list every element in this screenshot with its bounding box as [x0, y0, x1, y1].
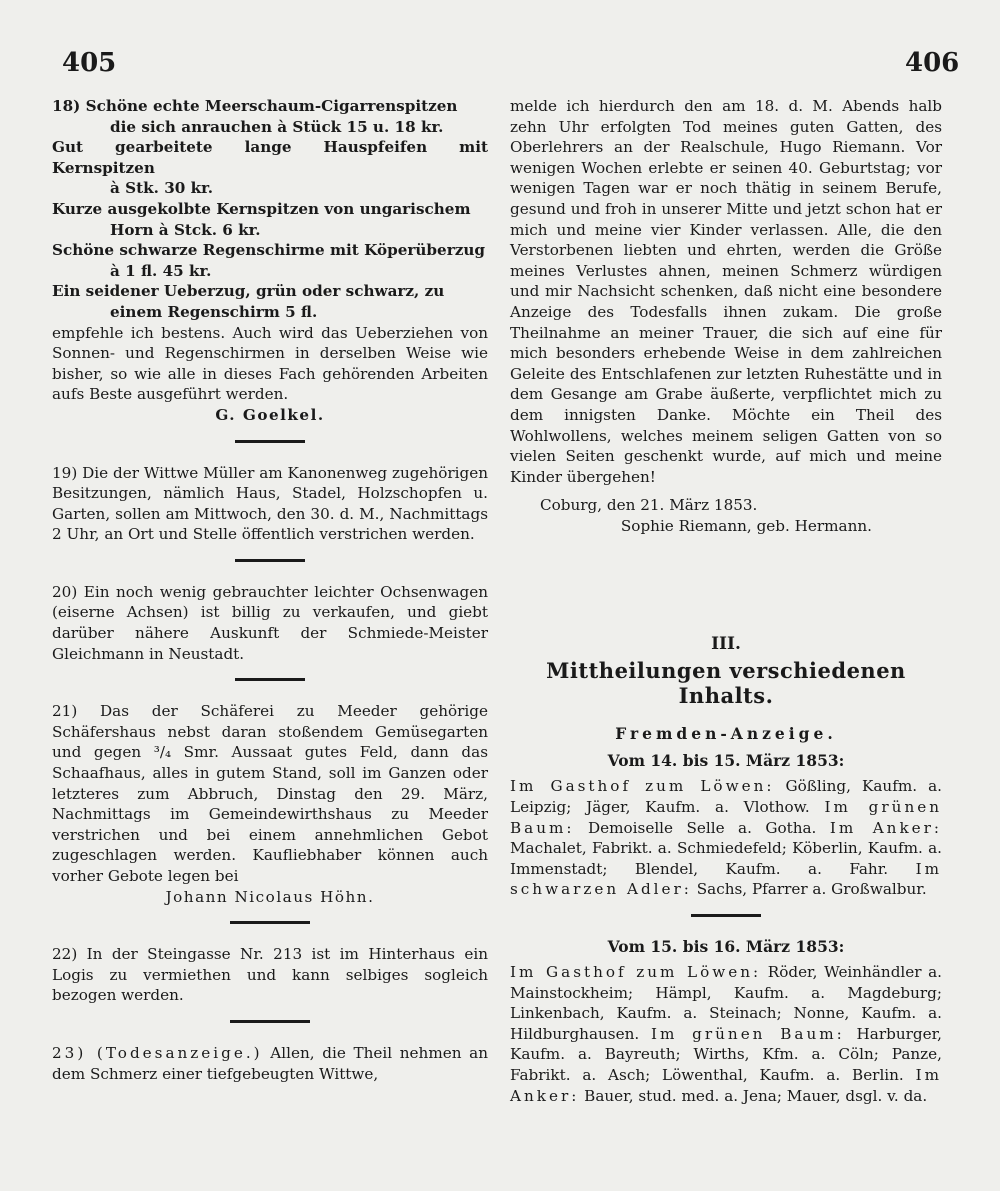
ad-18-line: die sich anrauchen à Stück 15 u. 18 kr. [110, 117, 444, 136]
section-title: Mittheilungen verschiedenen Inhalts. [546, 658, 906, 709]
ad-19 [52, 463, 488, 545]
ad-23 [52, 1043, 488, 1084]
separator-rule [235, 559, 305, 562]
guest-list-2 [510, 962, 942, 1106]
inn-heading: Im grünen Baum: [510, 798, 943, 837]
separator-rule [235, 678, 305, 681]
separator-rule [230, 921, 310, 924]
place-date: Coburg, den 21. März 1853. [540, 496, 758, 515]
date-heading: Vom 14. bis 15. März 1853: [607, 751, 845, 771]
ad-18-line: Ein seidener Ueberzug, grün oder schwarz, zu [52, 282, 445, 301]
right-column [510, 96, 942, 1106]
page-number-left: 405 [62, 48, 117, 78]
ad-18-line: Kurze ausgekolbte Kernspitzen von ungarischem [52, 199, 471, 218]
ad-18-line: à Stk. 30 kr. [110, 179, 214, 198]
guest-list-1 [510, 776, 942, 900]
ad-18-line: à 1 fl. 45 kr. [110, 261, 212, 280]
ad-18-line: 18) Schöne echte Meerschaum-Cigarrenspitzen [52, 97, 458, 115]
guest-entries: Sachs, Pfarrer a. Großwalbur. [696, 880, 927, 899]
ad-18-line: Horn à Stck. 6 kr. [110, 220, 261, 239]
ad-23-text: Allen, die Theil nehmen an dem Schmerz einer tiefgebeugten Wittwe, [52, 1043, 488, 1083]
guest-entries: Gößling, Kaufm. a. Leipzig; Jäger, Kaufm. a. Vlothow. [510, 777, 942, 817]
ad-18-line: Gut gearbeitete lange Hauspfeifen mit Kernspitzen [52, 138, 488, 177]
separator-rule [691, 914, 761, 917]
ad-20-text: 20) Ein noch wenig gebrauchter leichter Ochsenwagen (eiserne Achsen) ist billig zu verkaufen, und giebt darüber nähere Auskunft der Schmiede-Meister Gleichmann in Neustadt. [52, 582, 488, 663]
guest-entries: Harburger, Kaufm. a. Bayreuth; Wirths, Kfm. a. Cöln; Panze, Fabrikt. a. Asch; Löwenthal, Kaufm. a. Berlin. [510, 1024, 942, 1084]
inn-heading: Im Gasthof zum Löwen: [510, 777, 775, 796]
ad-18-line: einem Regenschirm 5 fl. [110, 302, 318, 321]
ad-18 [52, 96, 488, 426]
separator-rule [235, 440, 305, 443]
section-subtitle: Fremden-Anzeige. [615, 724, 837, 744]
ad-18-line: Schöne schwarze Regenschirme mit Köperüberzug [52, 241, 485, 260]
separator-rule [230, 1020, 310, 1023]
inn-heading: Im grünen Baum: [650, 1024, 845, 1043]
ad-19-text: 19) Die der Wittwe Müller am Kanonenweg zugehörigen Besitzungen, nämlich Haus, Stadel, Holzschopfen u. Garten, sollen am Mittwoch, den 30. d. M., Nachmittags 2 Uhr, an Ort und Stelle öffentlich verstrichen werden. [52, 463, 488, 544]
ad-21-signature: Johann Nicolaus Höhn. [165, 887, 375, 906]
ad-22-text: 22) In der Steingasse Nr. 213 ist im Hinterhaus ein Logis zu vermiethen und kann selbiges sogleich bezogen werden. [52, 945, 488, 1005]
inn-heading: Im schwarzen Adler: [510, 859, 942, 899]
page-number-right: 406 [905, 48, 960, 78]
ad-23-continuation [510, 96, 942, 536]
guest-entries: Röder, Weinhändler a. Mainstockheim; Hämpl, Kaufm. a. Magdeburg; Linkenbach, Kaufm. a. Steinach; Nonne, Kaufm. a. Hildburghausen. [510, 963, 943, 1043]
ad-22 [52, 944, 488, 1006]
ad-21-text: 21) Das der Schäferei zu Meeder gehörige Schäfershaus nebst daran stoßendem Gemüsegarten und gegen ³/₄ Smr. Aussaat gutes Feld, dann das Schaafhaus, alles in gutem Stand, soll im Ganzen oder letzteres zum Abbruch, Dinstag den 29. März, Nachmittags im Gemeindewirthshaus zu Meeder verstrichen und bei einem annehmlichen Gebot zugeschlagen werden. Kaufliebhaber können auch vorher Gebote legen bei [52, 702, 488, 885]
ad-23-cont-text: melde ich hierdurch den am 18. d. M. Abends halb zehn Uhr erfolgten Tod meines guten Gatten, des Oberlehrers an der Realschule, Hugo Riemann. Vor wenigen Wochen erlebte er seinen 40. Geburtstag; vor wenigen Tagen war er noch thätig in seinem Berufe, gesund und froh in unserer Mitte und jetzt schon hat er mich und meine vier Kinder verlassen. Alle, die den Verstorbenen liebten und ehrten, werden die Größe meines Verlustes ahnen, meinen Schmerz würdigen und mir Nachsicht schenken, daß nicht eine besondere Anzeige des Todesfalls ihnen zukam. Die große Theilnahme an meiner Trauer, die sich auf eine für mich besonders erhebende Weise in dem zahlreichen Geleite des Entschlafenen zur letzten Ruhestätte und in dem Gesange am Grabe äußerte, verpflichtet mich zu dem innigsten Danke. Möchte ein Theil des Wohlwollens, welches meinem seligen Gatten von so vielen Seiten geschenkt wurde, auf mich und meine Kinder übergehen! [510, 97, 942, 486]
ad-23-signature: Sophie Riemann, geb. Hermann. [620, 516, 872, 535]
left-column [52, 96, 488, 1084]
ad-18-body: empfehle ich bestens. Auch wird das Ueberziehen von Sonnen- und Regenschirmen in derselben Weise wie bisher, so wie alle in dieses Fach gehörenden Arbeiten aufs Beste ausgeführt werden. [52, 323, 488, 404]
section-number: III. [711, 634, 741, 655]
guest-entries: Demoiselle Selle a. Gotha. [587, 818, 817, 837]
ad-18-signature: G. Goelkel. [215, 405, 325, 424]
ad-20 [52, 582, 488, 664]
date-heading: Vom 15. bis 16. März 1853: [607, 937, 845, 957]
inn-heading: Im Anker: [510, 1066, 942, 1105]
inn-heading: Im Anker: [829, 818, 943, 837]
ad-21 [52, 701, 488, 907]
guest-entries: Bauer, stud. med. a. Jena; Mauer, dsgl. v. da. [584, 1086, 928, 1105]
ad-23-lead: 23) (Todesanzeige.) [52, 1043, 263, 1062]
inn-heading: Im Gasthof zum Löwen: [510, 963, 762, 982]
guest-entries: Machalet, Fabrikt. a. Schmiedefeld; Köberlin, Kaufm. a. Immenstadt; Blendel, Kaufm. a. Fahr. [510, 839, 942, 878]
